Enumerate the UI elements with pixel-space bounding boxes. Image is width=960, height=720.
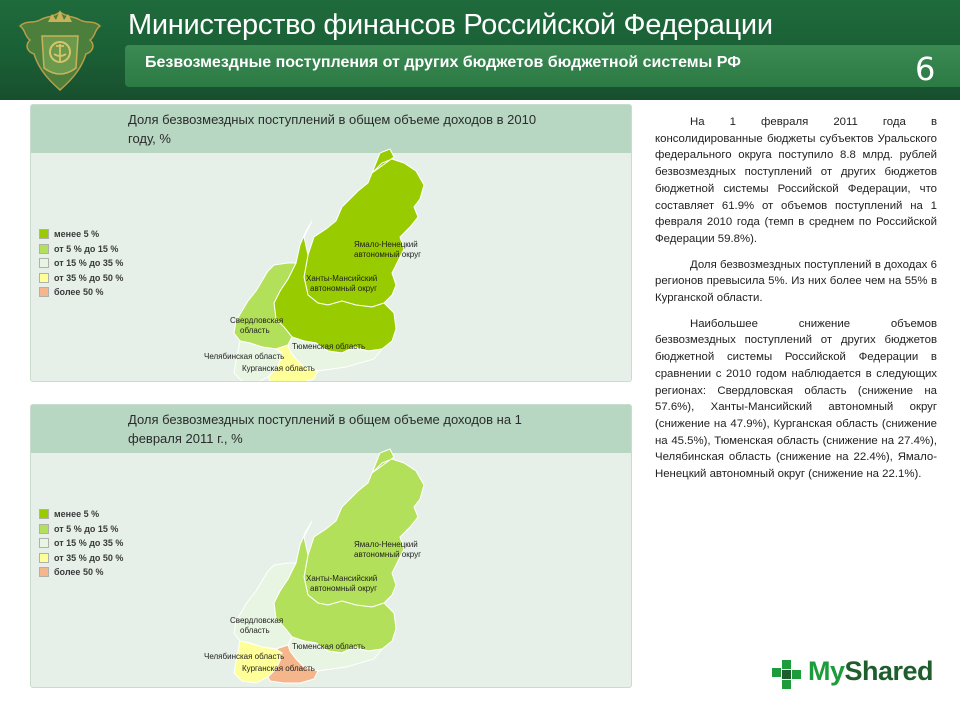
legend-label: менее 5 %	[54, 229, 100, 239]
map-panel-2010	[30, 104, 632, 382]
legend-swatch	[39, 273, 49, 283]
legend-label: от 5 % до 15 %	[54, 243, 119, 254]
paragraph: Доля безвозмездных поступлений в доходах 6 регионов превысила 5%. Из них более чем на 55% в Курганской области.	[655, 258, 937, 305]
legend-swatch	[39, 229, 49, 239]
map-label-khanty-mansi: автономный округ	[310, 584, 377, 593]
legend-item	[39, 229, 123, 244]
wordmark-shared: Shared	[844, 656, 934, 686]
map-label-sverdlovsk: Свердловская	[230, 616, 284, 625]
legend-label: от 15 % до 35 %	[54, 258, 124, 268]
legend-label: от 35 % до 50 %	[54, 272, 124, 283]
slide-title: Безвозмездные поступления от других бюджетов бюджетной системы РФ	[145, 54, 741, 71]
legend-swatch	[39, 553, 49, 563]
legend-item	[39, 553, 123, 568]
map-label-tyumen: Тюменская область	[292, 642, 366, 651]
legend-item	[39, 567, 123, 582]
legend-item	[39, 509, 123, 524]
map-label-chelyabinsk: Челябинская область	[204, 652, 285, 661]
myshared-watermark	[770, 654, 934, 694]
header-bar	[0, 0, 960, 100]
body-text	[655, 114, 937, 492]
map-title: Доля безвозмездных поступлений в общем объеме доходов в 2010 году, %	[128, 112, 537, 146]
legend-swatch	[39, 287, 49, 297]
myshared-logo-icon	[770, 658, 804, 692]
map-legend	[39, 229, 123, 302]
map-label-chelyabinsk: Челябинская область	[204, 352, 285, 361]
map-label-yamalo-nenets: автономный округ	[354, 250, 421, 259]
paragraph: Наибольшее снижение объемов безвозмездных поступлений от других бюджетов бюджетной системы Российской Федерации в сравнении с 2010 годом наблюдается в следующих регионах: Свердловская область (снижение на 57.6%), Ханты-Мансийский автономный округ (снижение на 47.9%), Курганская область (снижение на 45.5%), Тюменская область (снижение на 27.4%), Челябинская область (снижение на 22.4%), Ямало-Ненецкий автономный округ (снижение на 22.1%).	[655, 317, 937, 481]
paragraph: На 1 февраля 2011 года в консолидированные бюджеты субъектов Уральского федерального округа поступило 8.8 млрд. рублей безвозмездных поступлений от других бюджетов бюджетной системы Российской Федерации, что составляет 61.9% от объемов поступлений на 1 февраля 2010 года (темп в среднем по Российской Федерации 59.8%).	[655, 116, 937, 245]
legend-label: от 35 % до 50 %	[54, 552, 124, 563]
map-label-yamalo-nenets: автономный округ	[354, 550, 421, 559]
map-label-khanty-mansi: Ханты-Мансийский	[306, 274, 378, 283]
legend-item	[39, 524, 123, 539]
legend-swatch	[39, 258, 49, 268]
ural-district-map	[196, 445, 436, 685]
map-label-sverdlovsk: область	[240, 326, 270, 335]
map-label-khanty-mansi: автономный округ	[310, 284, 377, 293]
legend-item	[39, 258, 123, 273]
legend-item	[39, 244, 123, 259]
map-label-tyumen: Тюменская область	[292, 342, 366, 351]
map-label-khanty-mansi: Ханты-Мансийский	[306, 574, 378, 583]
legend-swatch	[39, 567, 49, 577]
legend-swatch	[39, 244, 49, 254]
ministry-title: Министерство финансов Российской Федерации	[128, 9, 773, 41]
legend-label: более 50 %	[54, 287, 104, 297]
legend-label: от 15 % до 35 %	[54, 538, 124, 548]
legend-item	[39, 287, 123, 302]
map-label-yamalo-nenets: Ямало-Ненецкий	[354, 540, 418, 549]
map-label-kurgan: Курганская область	[242, 664, 315, 673]
myshared-wordmark	[808, 656, 933, 687]
legend-item	[39, 538, 123, 553]
legend-item	[39, 273, 123, 288]
legend-label: менее 5 %	[54, 509, 100, 519]
legend-swatch	[39, 538, 49, 548]
ural-district-map	[196, 145, 436, 382]
legend-label: более 50 %	[54, 567, 104, 577]
ministry-emblem-icon	[12, 6, 108, 98]
map-label-yamalo-nenets: Ямало-Ненецкий	[354, 240, 418, 249]
wordmark-my: My	[808, 656, 845, 686]
map-label-sverdlovsk: Свердловская	[230, 316, 284, 325]
slide-number: 6	[915, 50, 936, 88]
map-panel-2011	[30, 404, 632, 688]
map-label-kurgan: Курганская область	[242, 364, 315, 373]
legend-swatch	[39, 509, 49, 519]
map-label-sverdlovsk: область	[240, 626, 270, 635]
map-title: Доля безвозмездных поступлений в общем объеме доходов на 1 февраля 2011 г., %	[128, 412, 522, 446]
legend-label: от 5 % до 15 %	[54, 523, 119, 534]
legend-swatch	[39, 524, 49, 534]
map-legend	[39, 509, 123, 582]
